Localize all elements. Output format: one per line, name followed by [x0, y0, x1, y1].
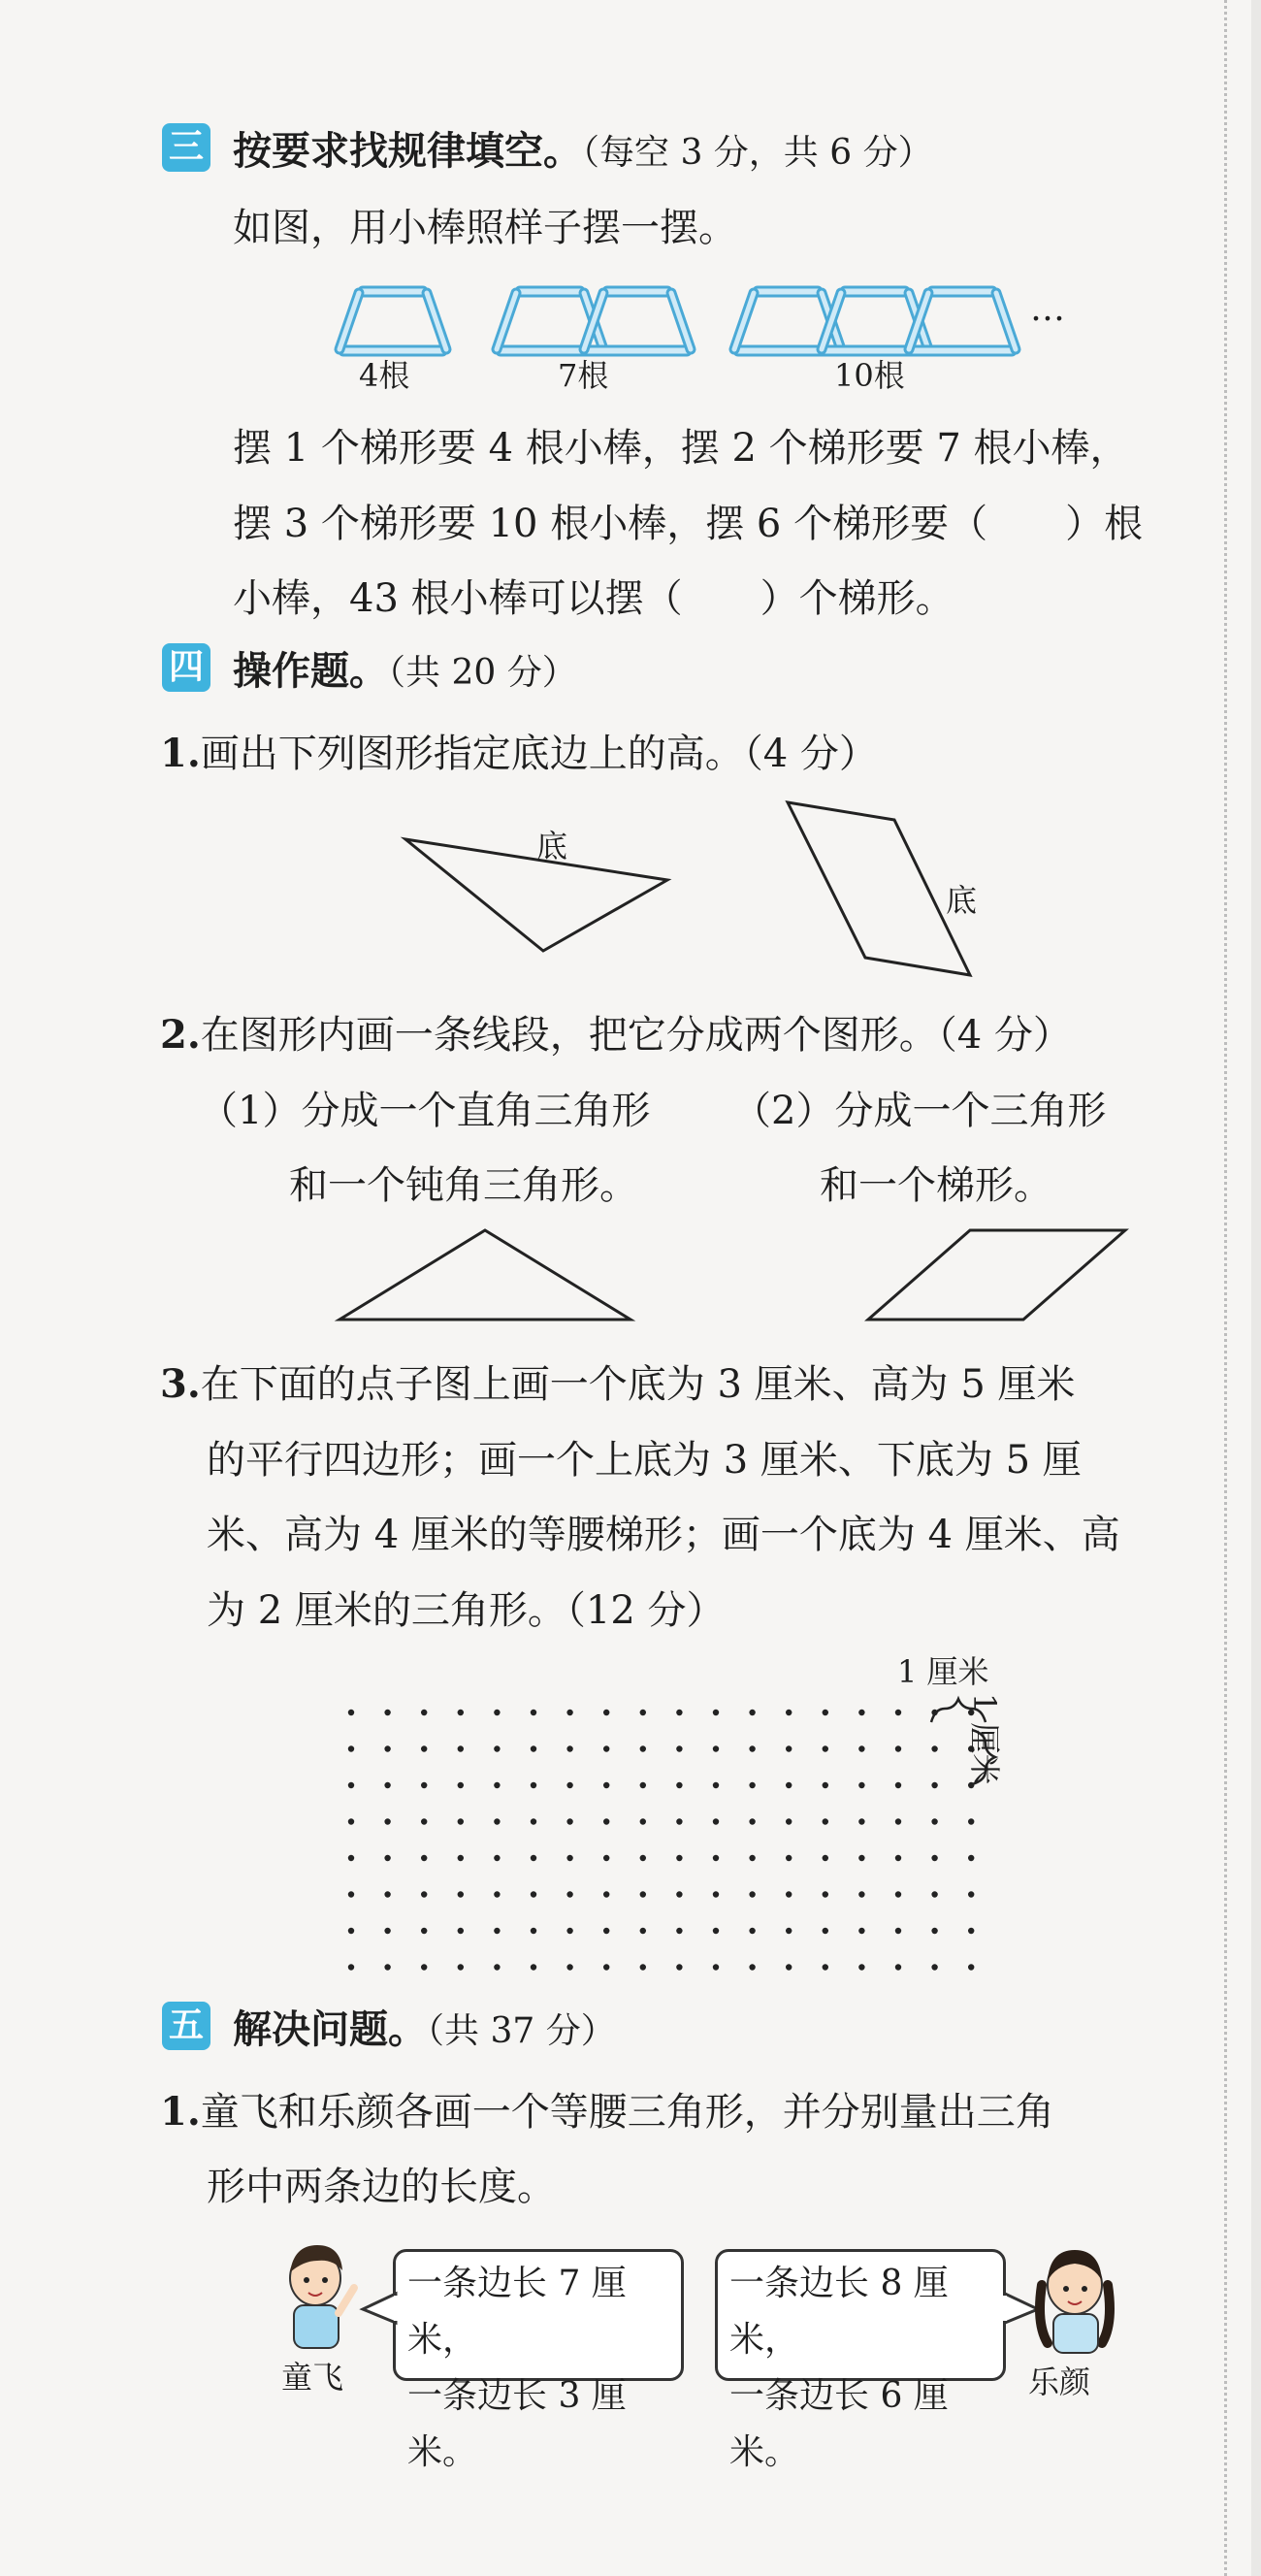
grid-dot[interactable] [713, 1928, 719, 1934]
section-5-heading [233, 1999, 616, 2054]
q5-1-number: 1. [160, 2089, 201, 2135]
q4-1-figures [0, 791, 1261, 1014]
grid-dot[interactable] [494, 1745, 500, 1751]
grid-dot[interactable] [895, 1745, 901, 1751]
grid-dot[interactable] [603, 1818, 609, 1824]
grid-dot[interactable] [603, 1928, 609, 1934]
grid-dot[interactable] [494, 1891, 500, 1897]
grid-dot[interactable] [713, 1855, 719, 1861]
grid-dot[interactable] [823, 1745, 828, 1751]
grid-dot[interactable] [640, 1891, 646, 1897]
grid-dot[interactable] [566, 1745, 572, 1751]
figure-label-4: 4根 [359, 357, 410, 394]
grid-dot[interactable] [384, 1782, 390, 1788]
grid-dot[interactable] [566, 1928, 572, 1934]
grid-dot[interactable] [531, 1710, 536, 1715]
q4-2-sub1-line1: （1）分成一个直角三角形 [199, 1089, 651, 1133]
q4-2-figures [0, 1223, 1261, 1339]
q4-1-text: 画出下列图形指定底边上的高。（4 分） [200, 732, 878, 776]
grid-dot[interactable] [640, 1964, 646, 1970]
grid-dot[interactable] [858, 1818, 864, 1824]
grid-dot[interactable] [858, 1710, 864, 1715]
grid-dot[interactable] [603, 1855, 609, 1861]
grid-dot[interactable] [348, 1710, 354, 1715]
unit-brace-marks [912, 1693, 1106, 1810]
grid-dot[interactable] [384, 1891, 390, 1897]
grid-dot[interactable] [895, 1855, 901, 1861]
grid-dot[interactable] [421, 1710, 427, 1715]
grid-dot[interactable] [494, 1710, 500, 1715]
unit-label-horizontal: 1 厘米 [897, 1653, 989, 1690]
grid-dot[interactable] [676, 1855, 682, 1861]
grid-dot[interactable] [823, 1782, 828, 1788]
girl-bubble-line-1: 一条边长 8 厘米， [729, 2264, 949, 2360]
grid-dot[interactable] [421, 1818, 427, 1824]
grid-dot[interactable] [676, 1782, 682, 1788]
grid-dot[interactable] [640, 1745, 646, 1751]
section-5-badge: 五 [162, 2002, 210, 2050]
grid-dot[interactable] [494, 1782, 500, 1788]
grid-dot[interactable] [531, 1964, 536, 1970]
grid-dot[interactable] [603, 1964, 609, 1970]
grid-dot[interactable] [384, 1928, 390, 1934]
boy-name: 童飞 [281, 2359, 344, 2396]
grid-dot[interactable] [713, 1891, 719, 1897]
grid-dot[interactable] [603, 1891, 609, 1897]
grid-dot[interactable] [786, 1782, 792, 1788]
grid-dot[interactable] [676, 1710, 682, 1715]
grid-dot[interactable] [823, 1855, 828, 1861]
grid-dot[interactable] [858, 1745, 864, 1751]
pattern-line-1: 摆 1 个梯形要 4 根小棒，摆 2 个梯形要 7 根小棒， [233, 426, 1129, 471]
section-4-score: （共 20 分） [388, 653, 577, 693]
grid-dot[interactable] [603, 1782, 609, 1788]
grid-dot[interactable] [348, 1782, 354, 1788]
stick-trapezoid-figures [0, 277, 1261, 412]
grid-dot[interactable] [713, 1818, 719, 1824]
grid-dot[interactable] [603, 1710, 609, 1715]
grid-dot[interactable] [786, 1928, 792, 1934]
grid-dot[interactable] [676, 1891, 682, 1897]
grid-dot[interactable] [421, 1964, 427, 1970]
grid-dot[interactable] [458, 1855, 464, 1861]
grid-dot[interactable] [676, 1818, 682, 1824]
grid-dot[interactable] [858, 1782, 864, 1788]
figure-three-trapezoids [734, 287, 1016, 355]
q4-2-sub1-line2: 和一个钝角三角形。 [289, 1163, 638, 1208]
grid-dot[interactable] [421, 1928, 427, 1934]
grid-dot[interactable] [931, 1928, 937, 1934]
grid-dot[interactable] [931, 1855, 937, 1861]
q4-1 [160, 723, 878, 778]
grid-dot[interactable] [566, 1891, 572, 1897]
grid-dot[interactable] [603, 1745, 609, 1751]
grid-dot[interactable] [749, 1891, 755, 1897]
section-3-heading [233, 120, 933, 176]
grid-dot[interactable] [749, 1782, 755, 1788]
grid-dot[interactable] [895, 1891, 901, 1897]
q4-2-number: 2. [160, 1012, 201, 1058]
boy-bubble-line-1: 一条边长 7 厘米， [407, 2264, 627, 2360]
grid-dot[interactable] [749, 1818, 755, 1824]
q4-2 [160, 1004, 1072, 1060]
grid-dot[interactable] [713, 1964, 719, 1970]
section-5-score: （共 37 分） [427, 2011, 616, 2051]
grid-dot[interactable] [786, 1964, 792, 1970]
grid-dot[interactable] [931, 1964, 937, 1970]
grid-dot[interactable] [531, 1891, 536, 1897]
grid-dot[interactable] [858, 1855, 864, 1861]
grid-dot[interactable] [384, 1745, 390, 1751]
grid-dot[interactable] [384, 1710, 390, 1715]
grid-dot[interactable] [713, 1710, 719, 1715]
section-4-title: 操作题。 [233, 649, 388, 694]
grid-dot[interactable] [895, 1782, 901, 1788]
q5-1-line-2: 形中两条边的长度。 [207, 2165, 556, 2209]
figure-label-7: 7根 [558, 357, 609, 394]
q4-3-line-4: 为 2 厘米的三角形。（12 分） [207, 1588, 726, 1633]
q4-3-text-1: 在下面的点子图上画一个底为 3 厘米、高为 5 厘米 [200, 1362, 1076, 1407]
figure-two-trapezoids [497, 287, 691, 355]
grid-dot[interactable] [566, 1964, 572, 1970]
q4-3-line-2: 的平行四边形；画一个上底为 3 厘米、下底为 5 厘 [207, 1438, 1082, 1483]
q4-2-sub2-line2: 和一个梯形。 [820, 1163, 1052, 1208]
grid-dot[interactable] [786, 1891, 792, 1897]
grid-dot[interactable] [494, 1928, 500, 1934]
grid-dot[interactable] [676, 1745, 682, 1751]
grid-dot[interactable] [348, 1964, 354, 1970]
grid-dot[interactable] [713, 1782, 719, 1788]
grid-dot[interactable] [458, 1782, 464, 1788]
grid-dot[interactable] [786, 1818, 792, 1824]
pattern-line-2: 摆 3 个梯形要 10 根小棒，摆 6 个梯形要（ ）根 [233, 502, 1144, 546]
grid-dot[interactable] [531, 1782, 536, 1788]
grid-dot[interactable] [384, 1964, 390, 1970]
grid-dot[interactable] [858, 1891, 864, 1897]
grid-dot[interactable] [640, 1818, 646, 1824]
grid-dot[interactable] [531, 1928, 536, 1934]
grid-dot[interactable] [749, 1745, 755, 1751]
girl-speech-bubble [715, 2249, 1006, 2472]
grid-dot[interactable] [566, 1782, 572, 1788]
boy-speech-bubble [393, 2249, 684, 2472]
grid-dot[interactable] [421, 1745, 427, 1751]
q5-1-line-1 [160, 2081, 1054, 2136]
parallelogram-base-label: 底 [946, 882, 978, 919]
grid-dot[interactable] [348, 1855, 354, 1861]
boy-bubble-tail [359, 2290, 398, 2329]
grid-dot[interactable] [858, 1928, 864, 1934]
grid-dot[interactable] [458, 1818, 464, 1824]
grid-dot[interactable] [823, 1818, 828, 1824]
boy-avatar [276, 2241, 364, 2358]
parallelogram-figure[interactable] [788, 802, 970, 975]
grid-dot[interactable] [640, 1855, 646, 1861]
girl-bubble-line-2: 一条边长 6 厘米。 [729, 2376, 949, 2472]
q4-2-sub2-line1: （2）分成一个三角形 [732, 1089, 1107, 1133]
grid-dot[interactable] [640, 1782, 646, 1788]
grid-dot[interactable] [384, 1855, 390, 1861]
figure-one-trapezoid [340, 287, 446, 355]
grid-dot[interactable] [384, 1818, 390, 1824]
parallelogram-figure-2[interactable] [868, 1230, 1125, 1320]
grid-dot[interactable] [749, 1964, 755, 1970]
grid-dot[interactable] [531, 1745, 536, 1751]
grid-dot[interactable] [640, 1928, 646, 1934]
grid-dot[interactable] [786, 1710, 792, 1715]
grid-dot[interactable] [895, 1818, 901, 1824]
grid-dot[interactable] [823, 1891, 828, 1897]
grid-dot[interactable] [786, 1745, 792, 1751]
grid-dot[interactable] [676, 1928, 682, 1934]
q4-3-line-1 [160, 1353, 1076, 1409]
grid-dot[interactable] [458, 1964, 464, 1970]
pattern-line-3: 小棒，43 根小棒可以摆（ ）个梯形。 [233, 576, 954, 621]
grid-dot[interactable] [458, 1928, 464, 1934]
grid-dot[interactable] [968, 1818, 974, 1824]
grid-dot[interactable] [421, 1855, 427, 1861]
girl-name: 乐颜 [1028, 2364, 1091, 2400]
grid-dot[interactable] [823, 1928, 828, 1934]
boy-bubble-line-2: 一条边长 3 厘米。 [407, 2376, 627, 2472]
obtuse-triangle-figure[interactable] [340, 1230, 630, 1320]
grid-dot[interactable] [895, 1964, 901, 1970]
grid-dot[interactable] [458, 1745, 464, 1751]
grid-dot[interactable] [713, 1745, 719, 1751]
grid-dot[interactable] [458, 1710, 464, 1715]
section-3-title: 按要求找规律填空。 [233, 129, 582, 174]
grid-dot[interactable] [640, 1710, 646, 1715]
grid-dot[interactable] [531, 1855, 536, 1861]
pattern-ellipsis: … [1030, 289, 1065, 329]
grid-dot[interactable] [348, 1745, 354, 1751]
section-4-badge: 四 [162, 643, 210, 692]
grid-dot[interactable] [749, 1710, 755, 1715]
section-3-intro: 如图，用小棒照样子摆一摆。 [233, 206, 737, 250]
grid-dot[interactable] [566, 1855, 572, 1861]
q4-3-line-3: 米、高为 4 厘米的等腰梯形；画一个底为 4 厘米、高 [207, 1513, 1120, 1557]
grid-dot[interactable] [421, 1891, 427, 1897]
q4-3-number: 3. [160, 1361, 201, 1407]
grid-dot[interactable] [968, 1928, 974, 1934]
grid-dot[interactable] [968, 1964, 974, 1970]
grid-dot[interactable] [895, 1710, 901, 1715]
grid-dot[interactable] [494, 1855, 500, 1861]
grid-dot[interactable] [968, 1855, 974, 1861]
grid-dot[interactable] [823, 1710, 828, 1715]
grid-dot[interactable] [348, 1928, 354, 1934]
grid-dot[interactable] [786, 1855, 792, 1861]
grid-dot[interactable] [494, 1964, 500, 1970]
q5-1-text-1: 童飞和乐颜各画一个等腰三角形，并分别量出三角 [200, 2090, 1054, 2135]
grid-dot[interactable] [858, 1964, 864, 1970]
q4-2-text: 在图形内画一条线段，把它分成两个图形。（4 分） [200, 1013, 1072, 1058]
section-3-score: （每空 3 分，共 6 分） [582, 133, 933, 173]
grid-dot[interactable] [566, 1710, 572, 1715]
grid-dot[interactable] [823, 1964, 828, 1970]
grid-dot[interactable] [676, 1964, 682, 1970]
q4-1-number: 1. [160, 731, 201, 776]
grid-dot[interactable] [749, 1928, 755, 1934]
grid-dot[interactable] [931, 1891, 937, 1897]
section-3-badge: 三 [162, 123, 210, 172]
grid-dot[interactable] [348, 1891, 354, 1897]
section-4-heading [233, 640, 577, 696]
section-5-title: 解决问题。 [233, 2007, 427, 2052]
figure-label-10: 10根 [834, 357, 905, 394]
grid-dot[interactable] [968, 1891, 974, 1897]
grid-dot[interactable] [749, 1855, 755, 1861]
grid-dot[interactable] [348, 1818, 354, 1824]
grid-dot[interactable] [895, 1928, 901, 1934]
girl-avatar [1028, 2246, 1125, 2363]
grid-dot[interactable] [494, 1818, 500, 1824]
grid-dot[interactable] [931, 1818, 937, 1824]
grid-dot[interactable] [458, 1891, 464, 1897]
grid-dot[interactable] [566, 1818, 572, 1824]
grid-dot[interactable] [531, 1818, 536, 1824]
triangle-base-label: 底 [536, 828, 568, 864]
grid-dot[interactable] [421, 1782, 427, 1788]
unit-label-vertical: 1 厘米 [966, 1693, 1003, 1785]
